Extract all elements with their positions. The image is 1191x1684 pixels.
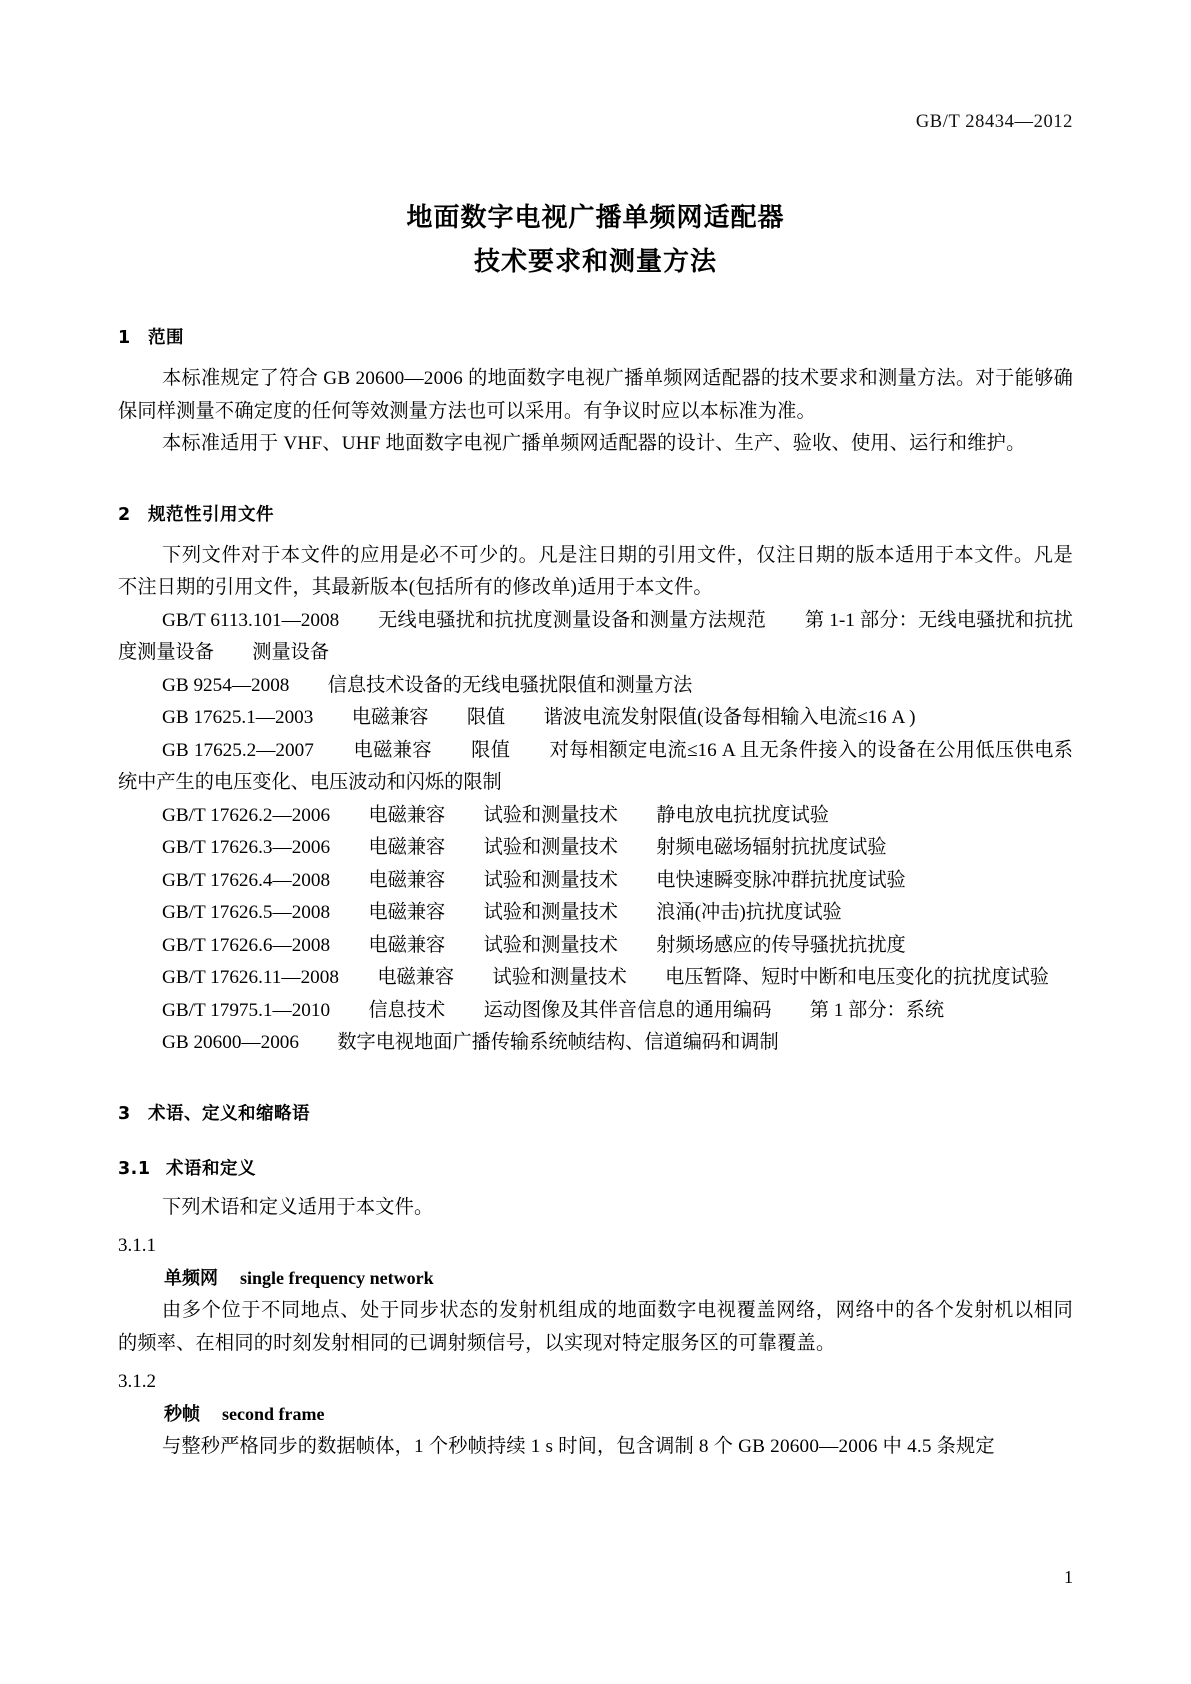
title-line-2: 技术要求和测量方法 — [473, 247, 717, 277]
reference-item: GB/T 17975.1—2010 信息技术 运动图像及其伴音信息的通用编码 第 1 部分：系统 — [162, 999, 945, 1021]
section-heading-3 — [118, 1100, 1073, 1125]
reference-item: GB/T 17626.6—2008 电磁兼容 试验和测量技术 射频场感应的传导骚扰抗扰度 — [162, 934, 906, 956]
reference-item: GB/T 17626.2—2006 电磁兼容 试验和测量技术 静电放电抗扰度试验 — [162, 804, 829, 826]
page-number: 1 — [1064, 1567, 1073, 1587]
section-1-paragraph-1: 本标准规定了符合 GB 20600—2006 的地面数字电视广播单频网适配器的技术要求和测量方法。对于能够确保同样测量不确定度的任何等效测量方法也可以采用。有争议时应以本标准为准。 — [118, 368, 1073, 422]
term-entry-heading — [164, 1262, 1073, 1295]
term-definition: 与整秒严格同步的数据帧体，1 个秒帧持续 1 s 时间，包含调制 8 个 GB 20600—2006 中 4.5 条规定 — [162, 1436, 995, 1457]
term-name-en: second frame — [222, 1404, 325, 1424]
subsection-heading-3-1 — [118, 1155, 1073, 1180]
section-2-paragraph-1: 下列文件对于本文件的应用是必不可少的。凡是注日期的引用文件，仅注日期的版本适用于本文件。凡是不注日期的引用文件，其最新版本(包括所有的修改单)适用于本文件。 — [118, 544, 1073, 598]
reference-item: GB/T 6113.101—2008 无线电骚扰和抗扰度测量设备和测量方法规范 第 1-1 部分：无线电骚扰和抗扰度测量设备 测量设备 — [118, 609, 1073, 663]
reference-item: GB 17625.2—2007 电磁兼容 限值 对每相额定电流≤16 A 且无条件接入的设备在公用低压供电系统中产生的电压变化、电压波动和闪烁的限制 — [118, 739, 1073, 793]
reference-item: GB 9254—2008 信息技术设备的无线电骚扰限值和测量方法 — [162, 674, 693, 696]
reference-item: GB/T 17626.5—2008 电磁兼容 试验和测量技术 浪涌(冲击)抗扰度试验 — [162, 902, 842, 923]
title-line-1: 地面数字电视广播单频网适配器 — [406, 203, 785, 233]
term-clause-number: 3.1.1 — [118, 1235, 156, 1256]
section-number-1: 1 — [118, 328, 131, 348]
normative-references-list — [118, 605, 1073, 1060]
section-title-1: 范围 — [148, 328, 184, 348]
subsection-3-1-intro: 下列术语和定义适用于本文件。 — [162, 1196, 434, 1218]
term-definition: 由多个位于不同地点、处于同步状态的发射机组成的地面数字电视覆盖网络，网络中的各个发射机以相同的频率、在相同的时刻发射相同的已调射频信号，以实现对特定服务区的可靠覆盖。 — [118, 1300, 1073, 1354]
subsection-title-3-1: 术语和定义 — [166, 1158, 256, 1179]
term-name-zh: 单频网 — [164, 1268, 218, 1289]
subsection-number-3-1: 3.1 — [118, 1158, 151, 1179]
section-number-2: 2 — [118, 504, 131, 525]
term-name-zh: 秒帧 — [164, 1404, 200, 1425]
reference-item: GB/T 17626.3—2006 电磁兼容 试验和测量技术 射频电磁场辐射抗扰度试验 — [162, 837, 887, 858]
section-number-3: 3 — [118, 1103, 131, 1124]
reference-item: GB 17625.1—2003 电磁兼容 限值 谐波电流发射限值(设备每相输入电流≤16 A ) — [162, 707, 916, 728]
term-entry-heading — [164, 1398, 1073, 1431]
term-name-en: single frequency network — [240, 1268, 434, 1288]
section-title-2: 规范性引用文件 — [148, 504, 274, 525]
section-heading-2 — [118, 501, 1073, 526]
section-title-3: 术语、定义和缩略语 — [148, 1103, 310, 1124]
reference-item: GB/T 17626.4—2008 电磁兼容 试验和测量技术 电快速瞬变脉冲群抗扰度试验 — [162, 869, 906, 891]
reference-item: GB/T 17626.11—2008 电磁兼容 试验和测量技术 电压暂降、短时中断和电压变化的抗扰度试验 — [162, 967, 1049, 988]
section-heading-1 — [118, 324, 1073, 349]
page-title — [118, 196, 1073, 284]
section-1-paragraph-2: 本标准适用于 VHF、UHF 地面数字电视广播单频网适配器的设计、生产、验收、使用、运行和维护。 — [162, 433, 1026, 454]
page-header-standard-code: GB/T 28434—2012 — [915, 112, 1073, 132]
reference-item: GB 20600—2006 数字电视地面广播传输系统帧结构、信道编码和调制 — [162, 1032, 779, 1053]
term-clause-number: 3.1.2 — [118, 1371, 156, 1392]
document-content — [118, 196, 1073, 1464]
